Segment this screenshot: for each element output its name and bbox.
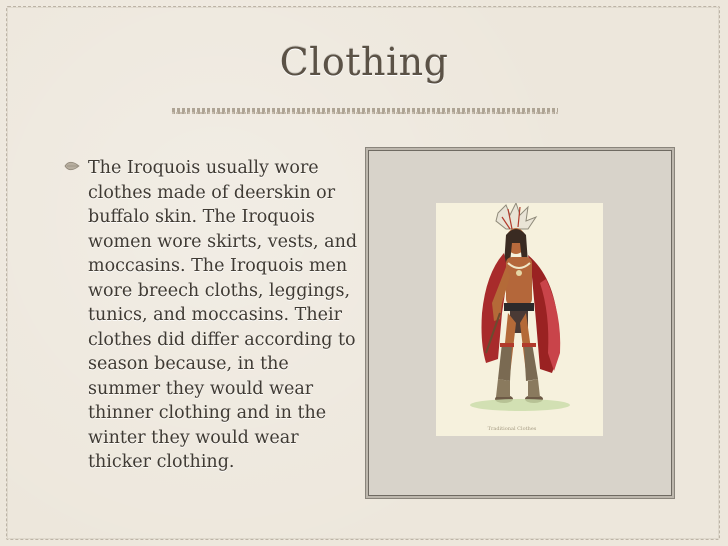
image-caption: Traditional Clothes [487,426,537,432]
title-underline-shadow [172,112,558,114]
bullet-text: The Iroquois usually wore clothes made of deerskin or buffalo skin. The Iroquois women wore skirts, vests, and moccasins. The Iroquois men wore breech cloths, leggings, tunics, and moccasins. Their clothes did differ according to season because, in the summer they would wear thinner clothing and in the winter they would wear thicker clothing. [88,158,358,472]
iroquois-figure-illustration [436,203,603,436]
leaf-bullet-icon [64,160,80,172]
slide-title: Clothing [279,40,449,84]
